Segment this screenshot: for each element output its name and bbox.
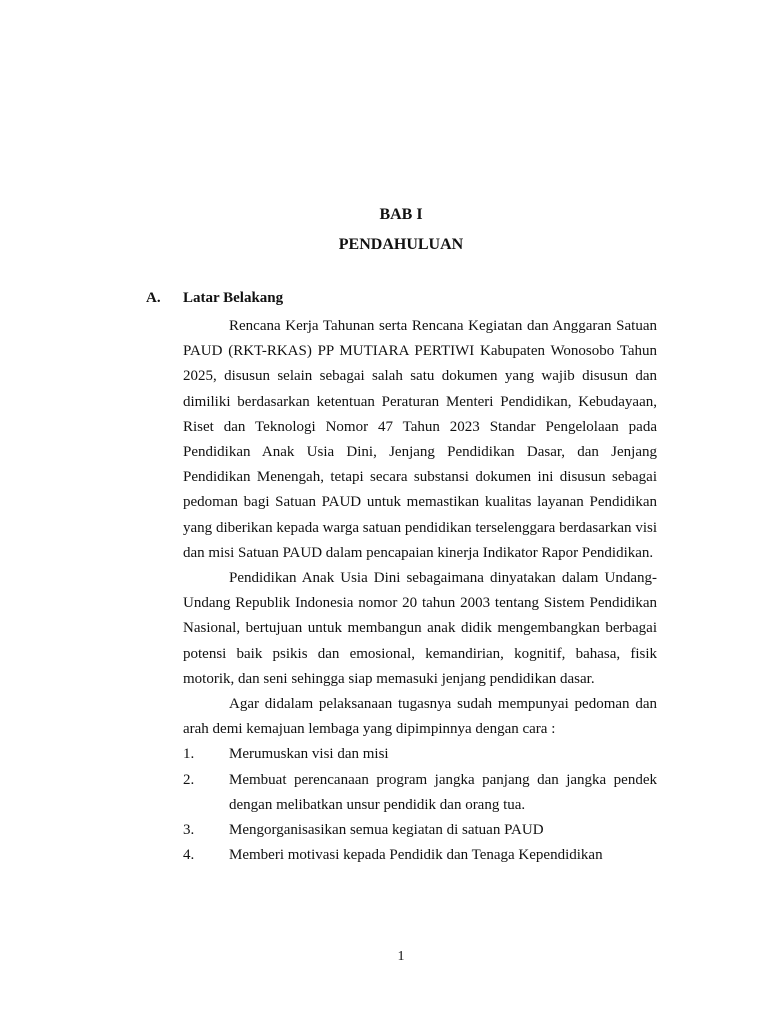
paragraph-1: Rencana Kerja Tahunan serta Rencana Kegiatan dan Anggaran Satuan PAUD (RKT-RKAS) PP MUTIARA PERTIWI Kabupaten Wonosobo Tahun 2025, disusun selain sebagai salah satu dokumen yang wajib disusun dan dimiliki berdasarkan ketentuan Peraturan Menteri Pendidikan, Kebudayaan, Riset dan Teknologi Nomor 47 Tahun 2023 Standar Pengelolaan pada Pendidikan Anak Usia Dini, Jenjang Pendidikan Dasar, dan Jenjang Pendidikan Menengah, tetapi secara substansi dokumen ini disusun sebagai pedoman bagi Satuan PAUD untuk memastikan kualitas layanan Pendidikan yang diberikan kepada warga satuan pendidikan terselenggara berdasarkan visi dan misi Satuan PAUD dalam pencapaian kinerja Indikator Rapor Pendidikan. xyxy=(183,318,657,561)
list-item-number: 1. xyxy=(183,746,195,763)
chapter-title: PENDAHULUAN xyxy=(338,236,464,253)
section-title: Latar Belakang xyxy=(183,290,284,306)
list-item-text: Merumuskan visi dan misi xyxy=(229,746,389,763)
chapter-label: BAB I xyxy=(379,206,423,223)
list-item xyxy=(183,818,657,843)
body-text xyxy=(183,314,657,868)
list-item xyxy=(183,768,657,818)
paragraph-2: Pendidikan Anak Usia Dini sebagaimana dinyatakan dalam Undang-Undang Republik Indonesia nomor 20 tahun 2003 tentang Sistem Pendidikan Nasional, bertujuan untuk membangun anak didik mengembangkan berbagai potensi baik psikis dan emosional, kemandirian, kognitif, bahasa, fisik motorik, dan seni sehingga siap memasuki jenjang pendidikan dasar. xyxy=(183,570,657,687)
numbered-list xyxy=(183,742,657,868)
list-item xyxy=(183,742,657,767)
list-item-text: Memberi motivasi kepada Pendidik dan Tenaga Kependidikan xyxy=(229,847,603,864)
list-item xyxy=(183,843,657,868)
list-item-number: 2. xyxy=(183,771,195,788)
list-item-number: 3. xyxy=(183,822,195,839)
page-number: 1 xyxy=(397,949,405,964)
list-item-text: Mengorganisasikan semua kegiatan di satuan PAUD xyxy=(229,822,544,839)
list-item-text: Membuat perencanaan program jangka panjang dan jangka pendek dengan melibatkan unsur pendidik dan orang tua. xyxy=(229,771,657,813)
paragraph-3: Agar didalam pelaksanaan tugasnya sudah mempunyai pedoman dan arah demi kemajuan lembaga yang dipimpinnya dengan cara : xyxy=(183,696,657,738)
section-letter: A. xyxy=(146,290,161,306)
list-item-number: 4. xyxy=(183,847,195,864)
